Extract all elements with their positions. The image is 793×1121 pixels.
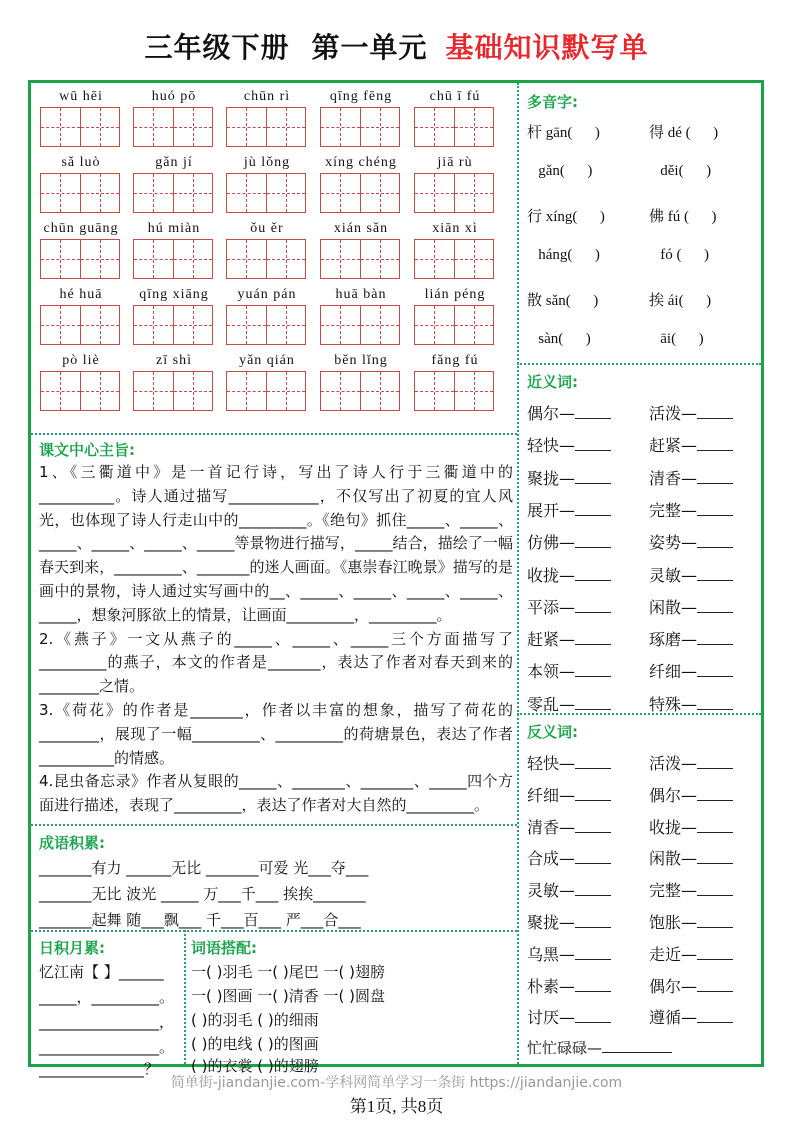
word: 聚拢—	[527, 468, 576, 488]
answer-blank[interactable]	[697, 883, 733, 896]
answer-blank[interactable]	[697, 535, 733, 548]
polyphonic-item[interactable]: sàn( )	[527, 331, 591, 347]
answer-blank[interactable]	[575, 883, 611, 896]
synonym-item[interactable]	[527, 530, 611, 553]
writing-grid[interactable]	[320, 305, 400, 345]
writing-grid[interactable]	[414, 239, 494, 279]
polyphonic-item[interactable]: 挨 ái( )	[649, 293, 712, 309]
answer-blank[interactable]	[575, 820, 611, 833]
word: 偶尔—	[649, 785, 698, 805]
pinyin-item	[226, 87, 308, 147]
pinyin-label: jù lǒng	[243, 155, 291, 170]
writing-cell[interactable]	[361, 240, 400, 278]
pinyin-item	[320, 219, 402, 279]
writing-cell[interactable]	[455, 108, 494, 146]
word: 零乱—	[527, 694, 576, 714]
pinyin-item	[40, 87, 122, 147]
writing-grid[interactable]	[40, 371, 120, 411]
writing-cell[interactable]	[41, 372, 81, 410]
answer-blank[interactable]	[697, 632, 733, 645]
pinyin-item	[414, 219, 496, 279]
writing-cell[interactable]	[267, 306, 306, 344]
writing-cell[interactable]	[415, 240, 455, 278]
answer-blank[interactable]	[697, 600, 733, 613]
pinyin-label: hú miàn	[147, 221, 201, 236]
divider	[517, 363, 761, 365]
writing-cell[interactable]	[455, 240, 494, 278]
antonym-item[interactable]	[649, 878, 733, 901]
themes-text	[39, 461, 513, 818]
collocation-row[interactable]: ( )的羽毛 ( )的细雨	[191, 1011, 319, 1029]
writing-cell[interactable]	[174, 108, 213, 146]
section-title-idioms: 成语积累:	[39, 834, 105, 852]
answer-blank[interactable]	[575, 568, 611, 581]
synonym-item[interactable]	[527, 659, 611, 682]
antonym-item[interactable]	[527, 783, 611, 806]
word: 清香—	[649, 468, 698, 488]
answer-blank[interactable]	[575, 600, 611, 613]
divider	[184, 930, 186, 1064]
word: 展开—	[527, 500, 576, 520]
pinyin-item	[414, 153, 496, 213]
antonym-item[interactable]	[527, 1005, 611, 1028]
word: 聚拢—	[527, 913, 576, 932]
answer-blank[interactable]	[575, 697, 611, 710]
writing-cell[interactable]	[267, 108, 306, 146]
pinyin-label: jiā rù	[437, 155, 473, 170]
pinyin-item	[40, 219, 122, 279]
writing-cell[interactable]	[455, 372, 494, 410]
collocation-row[interactable]: 一( )羽毛 一( )尾巴 一( )翅膀	[191, 963, 385, 981]
writing-grid[interactable]	[40, 173, 120, 213]
pinyin-item	[40, 285, 122, 345]
answer-blank[interactable]	[575, 438, 611, 451]
writing-grid[interactable]	[226, 239, 306, 279]
word: 完整—	[649, 500, 698, 520]
word: 活泼—	[649, 754, 698, 773]
antonym-word: 忙忙碌碌—	[527, 1039, 603, 1057]
pinyin-item	[320, 153, 402, 213]
writing-cell[interactable]	[415, 372, 455, 410]
writing-grid[interactable]	[320, 371, 400, 411]
word: 闲散—	[649, 849, 698, 869]
pinyin-label: qīng fēng	[329, 89, 393, 104]
writing-cell[interactable]	[41, 174, 81, 212]
synonym-item[interactable]	[527, 563, 611, 586]
writing-cell[interactable]	[321, 372, 361, 410]
pinyin-label: qīng xiāng	[139, 287, 209, 302]
idiom-row[interactable]: _______起舞 随___飘___ 千___百___ 严___合___	[39, 911, 361, 929]
writing-grid[interactable]	[40, 239, 120, 279]
writing-grid[interactable]	[133, 371, 213, 411]
daily-line[interactable]: ________________，	[39, 1013, 175, 1031]
pinyin-label: xíng chéng	[325, 155, 397, 170]
writing-cell[interactable]	[267, 174, 306, 212]
word: 闲散—	[649, 597, 698, 617]
answer-blank[interactable]	[575, 979, 611, 992]
writing-cell[interactable]	[321, 174, 361, 212]
word: 灵敏—	[527, 881, 576, 901]
polyphonic-item[interactable]: gǎn( )	[527, 163, 593, 179]
writing-grid[interactable]	[320, 173, 400, 213]
antonym-item[interactable]	[527, 815, 611, 838]
word: 清香—	[527, 817, 576, 837]
word: 平添—	[527, 597, 576, 617]
page-number: 第1页, 共8页	[349, 1097, 444, 1116]
antonym-last-item[interactable]	[527, 1037, 672, 1058]
answer-blank[interactable]	[575, 664, 611, 677]
synonym-item[interactable]	[649, 466, 733, 489]
writing-cell[interactable]	[134, 372, 174, 410]
word: 姿势—	[649, 533, 698, 553]
antonym-item[interactable]	[649, 1005, 733, 1028]
word: 活泼—	[649, 404, 698, 423]
polyphonic-item[interactable]: 佛 fú ( )	[649, 209, 717, 225]
writing-grid[interactable]	[133, 107, 213, 147]
answer-blank[interactable]	[697, 851, 733, 864]
synonym-item[interactable]	[527, 433, 611, 456]
word: 遵循—	[649, 1008, 698, 1028]
answer-blank[interactable]	[575, 503, 611, 516]
daily-line[interactable]: ________________。	[39, 1038, 175, 1056]
section-title-daily: 日积月累:	[39, 939, 105, 957]
writing-grid[interactable]	[40, 107, 120, 147]
section-title-collocation: 词语搭配:	[191, 939, 257, 957]
pinyin-label: gǎn jí	[155, 155, 193, 170]
pinyin-item	[226, 285, 308, 345]
pinyin-item	[133, 219, 215, 279]
synonym-item[interactable]	[649, 433, 733, 456]
synonym-item[interactable]	[649, 659, 733, 682]
word: 纤细—	[527, 785, 576, 805]
answer-blank[interactable]	[575, 915, 611, 928]
answer-blank[interactable]	[697, 406, 733, 419]
antonym-item[interactable]	[649, 751, 733, 774]
writing-cell[interactable]	[81, 174, 120, 212]
pinyin-label: hé huā	[59, 287, 103, 302]
answer-blank[interactable]	[575, 406, 611, 419]
antonym-item[interactable]	[649, 942, 733, 965]
answer-blank[interactable]	[697, 568, 733, 581]
word: 合成—	[527, 849, 576, 869]
answer-blank[interactable]	[575, 632, 611, 645]
writing-cell[interactable]	[81, 240, 120, 278]
writing-cell[interactable]	[174, 174, 213, 212]
answer-blank[interactable]	[697, 915, 733, 928]
polyphonic-item[interactable]: háng( )	[527, 247, 600, 263]
writing-cell[interactable]	[267, 372, 306, 410]
writing-cell[interactable]	[174, 372, 213, 410]
pinyin-label: huā bàn	[335, 287, 387, 302]
writing-grid[interactable]	[226, 107, 306, 147]
synonym-item[interactable]	[527, 466, 611, 489]
writing-grid[interactable]	[133, 239, 213, 279]
writing-cell[interactable]	[227, 174, 267, 212]
pinyin-label: lián péng	[424, 287, 486, 302]
pinyin-item	[414, 285, 496, 345]
synonym-item[interactable]	[649, 530, 733, 553]
pinyin-item	[226, 153, 308, 213]
writing-cell[interactable]	[361, 306, 400, 344]
answer-blank[interactable]	[697, 820, 733, 833]
pinyin-label: xián sǎn	[333, 221, 389, 236]
antonym-item[interactable]	[649, 815, 733, 838]
writing-cell[interactable]	[134, 240, 174, 278]
antonym-item[interactable]	[649, 783, 733, 806]
answer-blank[interactable]	[575, 535, 611, 548]
word: 仿佛—	[527, 533, 576, 553]
writing-cell[interactable]	[41, 108, 81, 146]
column-divider	[517, 83, 519, 1064]
word: 偶尔—	[649, 976, 698, 996]
writing-cell[interactable]	[227, 372, 267, 410]
writing-cell[interactable]	[361, 108, 400, 146]
writing-cell[interactable]	[41, 306, 81, 344]
divider	[31, 930, 517, 932]
word: 轻快—	[527, 436, 576, 456]
answer-blank[interactable]	[602, 1040, 672, 1053]
word: 乌黑—	[527, 944, 576, 964]
answer-blank[interactable]	[697, 1010, 733, 1023]
section-title-synonyms: 近义词:	[527, 373, 578, 391]
writing-cell[interactable]	[455, 174, 494, 212]
pinyin-item	[320, 285, 402, 345]
daily-line[interactable]: ______________？	[39, 1060, 160, 1078]
idiom-row[interactable]: _______有力 ______无比 _______可爱 光___夺___	[39, 859, 369, 877]
collocation-row[interactable]: ( )的衣裳 ( )的翅膀	[191, 1057, 319, 1075]
pinyin-item	[133, 285, 215, 345]
watermark: 简单街-jiandanjie.com-学科网简单学习一条街 https://jiandanjie.com	[170, 1075, 623, 1091]
writing-cell[interactable]	[455, 306, 494, 344]
antonym-item[interactable]	[527, 942, 611, 965]
word: 轻快—	[527, 754, 576, 773]
daily-line[interactable]: _____，_________。	[39, 988, 175, 1006]
pinyin-label: yuán pán	[237, 287, 297, 302]
word: 收拢—	[527, 565, 576, 585]
answer-blank[interactable]	[575, 947, 611, 960]
pinyin-label: huó pō	[151, 89, 197, 104]
pinyin-label: chūn rì	[243, 89, 291, 104]
writing-cell[interactable]	[415, 108, 455, 146]
polyphonic-item[interactable]: 得 dé ( )	[649, 125, 719, 141]
answer-blank[interactable]	[697, 697, 733, 710]
writing-grid[interactable]	[414, 107, 494, 147]
pinyin-item	[226, 351, 308, 411]
pinyin-label: běn lǐng	[334, 353, 388, 368]
polyphonic-item[interactable]: 散 sǎn( )	[527, 293, 599, 309]
idiom-row[interactable]: _______无比 波光 _____ 万___千___ 挨挨_______	[39, 885, 366, 903]
pinyin-label: chūn guāng	[43, 221, 119, 236]
synonym-item[interactable]	[527, 627, 611, 650]
pinyin-item	[40, 351, 122, 411]
polyphonic-item[interactable]: děi( )	[649, 163, 712, 179]
synonym-item[interactable]	[649, 401, 733, 424]
writing-grid[interactable]	[320, 239, 400, 279]
unit-label: 第一单元	[311, 31, 428, 64]
polyphonic-item[interactable]: 杆 gān( )	[527, 125, 600, 141]
word: 赶紧—	[649, 436, 698, 456]
writing-grid[interactable]	[414, 371, 494, 411]
writing-cell[interactable]	[134, 306, 174, 344]
synonym-item[interactable]	[527, 498, 611, 521]
worksheet-label: 基础知识默写单	[445, 31, 649, 64]
pinyin-label: xiān xì	[432, 221, 478, 236]
antonym-item[interactable]	[527, 910, 611, 933]
pinyin-item	[414, 87, 496, 147]
answer-blank[interactable]	[575, 1010, 611, 1023]
writing-cell[interactable]	[134, 108, 174, 146]
page-title	[0, 26, 793, 66]
polyphonic-item[interactable]: fó ( )	[649, 247, 709, 263]
writing-grid[interactable]	[414, 173, 494, 213]
writing-grid[interactable]	[40, 305, 120, 345]
pinyin-item	[133, 87, 215, 147]
pinyin-item	[320, 351, 402, 411]
antonym-item[interactable]	[527, 974, 611, 997]
writing-cell[interactable]	[227, 306, 267, 344]
writing-grid[interactable]	[414, 305, 494, 345]
word: 本领—	[527, 662, 576, 682]
word: 灵敏—	[649, 565, 698, 585]
pinyin-label: pò liè	[62, 353, 100, 368]
word: 完整—	[649, 881, 698, 901]
word: 纤细—	[649, 662, 698, 682]
word: 偶尔—	[527, 404, 576, 423]
writing-grid[interactable]	[226, 173, 306, 213]
antonym-item[interactable]	[527, 846, 611, 869]
writing-grid[interactable]	[133, 173, 213, 213]
writing-cell[interactable]	[174, 240, 213, 278]
word: 饱胀—	[649, 913, 698, 932]
writing-cell[interactable]	[267, 240, 306, 278]
writing-cell[interactable]	[321, 108, 361, 146]
writing-grid[interactable]	[133, 305, 213, 345]
writing-cell[interactable]	[81, 306, 120, 344]
section-title-themes: 课文中心主旨:	[39, 441, 135, 459]
answer-blank[interactable]	[697, 438, 733, 451]
synonym-item[interactable]	[649, 498, 733, 521]
writing-cell[interactable]	[174, 306, 213, 344]
antonym-item[interactable]	[649, 974, 733, 997]
writing-cell[interactable]	[227, 108, 267, 146]
answer-blank[interactable]	[575, 851, 611, 864]
pinyin-label: ǒu ěr	[250, 221, 284, 236]
word: 朴素—	[527, 976, 576, 996]
divider	[31, 824, 517, 826]
writing-grid[interactable]	[226, 305, 306, 345]
synonym-item[interactable]	[649, 692, 733, 715]
antonym-item[interactable]	[649, 846, 733, 869]
theme-paragraph-1[interactable]: 1、《三衢道中》是一首记行诗，写出了诗人行于三衢道中的__________。诗人通过描写____________，不仅写出了初夏的宜人风光，也体现了诗人行走山中的_________。《绝句》抓住_____、_____、_____、_____、_____、_____等景物进行描写，_____结合，描绘了一幅春天到来，_________、_______的迷人画面。《惠崇春江晚景》描写的是画中的景物，诗人通过实写画中的__、_____、_____、_____、_____、_____，想象河豚欲上的情景，让画面_________，_________。	[39, 463, 513, 624]
answer-blank[interactable]	[697, 979, 733, 992]
writing-cell[interactable]	[415, 174, 455, 212]
pinyin-label: fǎng fú	[431, 353, 479, 368]
writing-cell[interactable]	[134, 174, 174, 212]
pinyin-label: zī shì	[156, 353, 192, 368]
answer-blank[interactable]	[697, 947, 733, 960]
writing-grid[interactable]	[226, 371, 306, 411]
word: 琢磨—	[649, 630, 698, 650]
section-title-polyphonic: 多音字:	[527, 93, 578, 111]
pinyin-label: sǎ luò	[61, 155, 101, 170]
collocation-row[interactable]: ( )的电线 ( )的图画	[191, 1035, 319, 1053]
word: 特殊—	[649, 694, 698, 714]
answer-blank[interactable]	[697, 471, 733, 484]
theme-paragraph-4[interactable]: 4.昆虫备忘录》作者从复眼的_____、_______、_______、_____四个方面进行描述，表现了_________，表达了作者对大自然的_________。	[39, 772, 513, 815]
answer-blank[interactable]	[575, 788, 611, 801]
synonym-item[interactable]	[649, 595, 733, 618]
pinyin-item	[226, 219, 308, 279]
polyphonic-item[interactable]: āi( )	[649, 331, 704, 347]
synonym-item[interactable]	[527, 692, 611, 715]
synonym-item[interactable]	[527, 595, 611, 618]
writing-cell[interactable]	[321, 306, 361, 344]
writing-cell[interactable]	[41, 240, 81, 278]
answer-blank[interactable]	[575, 756, 611, 769]
pinyin-label: wū hēi	[59, 89, 103, 104]
word: 赶紧—	[527, 630, 576, 650]
daily-line[interactable]: 忆江南【 】______	[39, 963, 164, 981]
pinyin-item	[40, 153, 122, 213]
word: 收拢—	[649, 817, 698, 837]
collocation-row[interactable]: 一( )图画 一( )清香 一( )圆盘	[191, 987, 385, 1005]
pinyin-label: chū ī fú	[429, 89, 481, 104]
theme-paragraph-3[interactable]: 3.《荷花》的作者是_______，作者以丰富的想象，描写了荷花的________，展现了一幅_________、_________的荷塘景色，表达了作者__________的情感。	[39, 700, 513, 767]
answer-blank[interactable]	[697, 756, 733, 769]
antonym-item[interactable]	[527, 751, 611, 774]
theme-paragraph-2[interactable]: 2.《燕子》一文从燕子的_____、_____、_____三个方面描写了_________的燕子，本文的作者是_______，表达了作者对春天到来的________之情。	[39, 629, 513, 696]
antonym-item[interactable]	[649, 910, 733, 933]
worksheet-frame	[28, 80, 764, 1078]
antonym-item[interactable]	[527, 878, 611, 901]
answer-blank[interactable]	[697, 788, 733, 801]
section-title-antonyms: 反义词:	[527, 723, 578, 741]
writing-cell[interactable]	[361, 372, 400, 410]
writing-cell[interactable]	[321, 240, 361, 278]
divider	[31, 433, 517, 435]
grade-label: 三年级下册	[144, 31, 290, 64]
word: 讨厌—	[527, 1008, 576, 1028]
synonym-item[interactable]	[527, 401, 611, 424]
writing-cell[interactable]	[81, 108, 120, 146]
pinyin-item	[133, 351, 215, 411]
answer-blank[interactable]	[697, 503, 733, 516]
polyphonic-item[interactable]: 行 xíng( )	[527, 209, 605, 225]
synonym-item[interactable]	[649, 563, 733, 586]
writing-cell[interactable]	[227, 240, 267, 278]
writing-cell[interactable]	[415, 306, 455, 344]
pinyin-item	[320, 87, 402, 147]
answer-blank[interactable]	[575, 471, 611, 484]
pinyin-label: yǎn qián	[239, 353, 295, 368]
pinyin-item	[414, 351, 496, 411]
synonym-item[interactable]	[649, 627, 733, 650]
pinyin-item	[133, 153, 215, 213]
writing-grid[interactable]	[320, 107, 400, 147]
answer-blank[interactable]	[697, 664, 733, 677]
writing-cell[interactable]	[81, 372, 120, 410]
writing-cell[interactable]	[361, 174, 400, 212]
word: 走近—	[649, 944, 698, 964]
